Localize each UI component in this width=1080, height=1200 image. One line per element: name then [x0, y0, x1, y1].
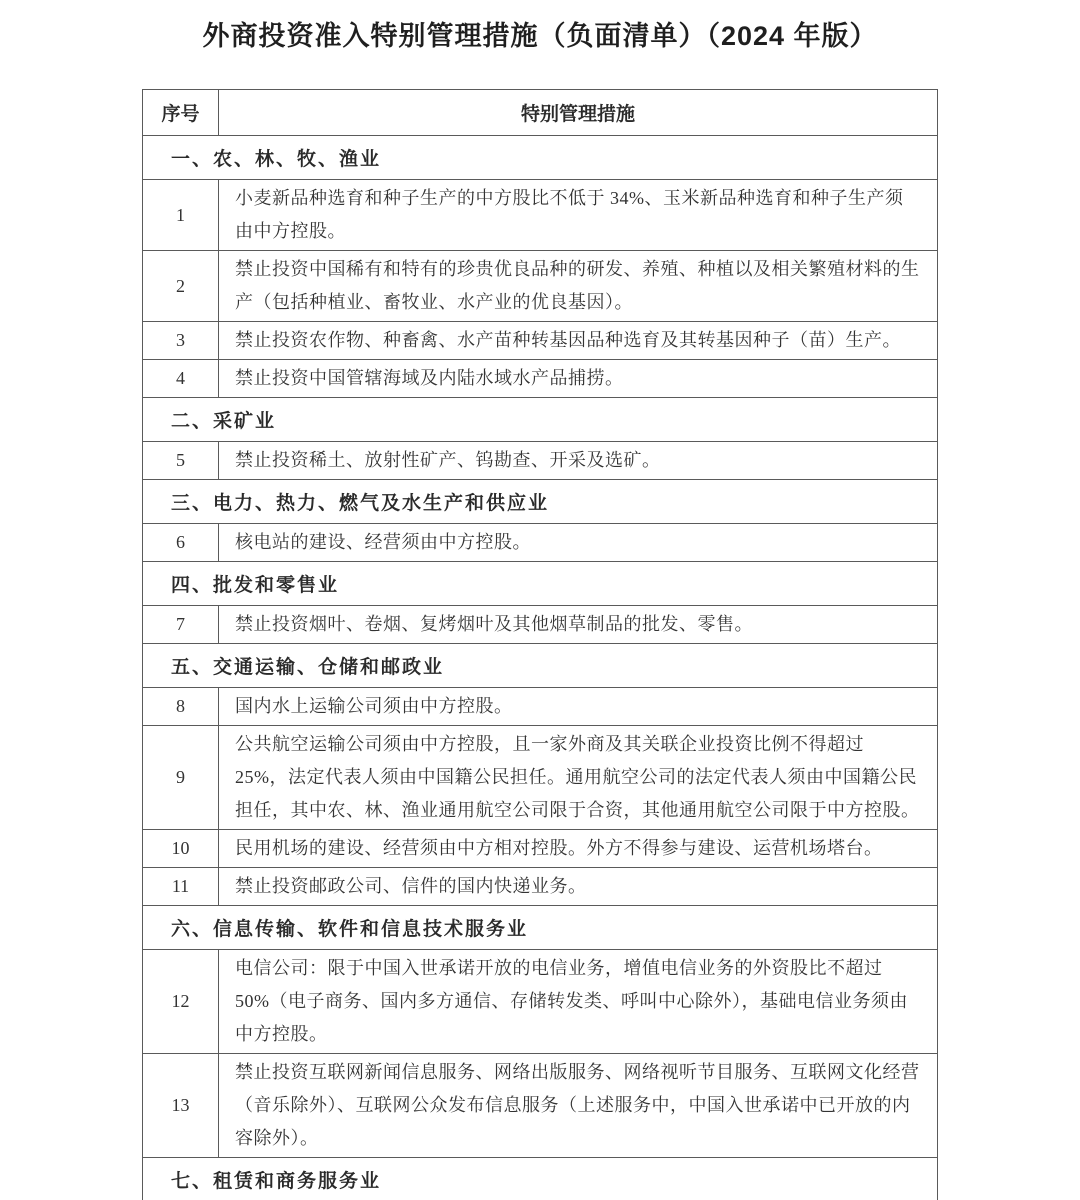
row-index: 1 [143, 180, 219, 251]
section-title: 二、采矿业 [143, 398, 938, 442]
table-row [143, 726, 938, 830]
section-row [143, 644, 938, 688]
table-row [143, 360, 938, 398]
section-row [143, 906, 938, 950]
measures-table-body [143, 136, 938, 1200]
table-row [143, 524, 938, 562]
section-row [143, 1158, 938, 1200]
row-index: 8 [143, 688, 219, 726]
row-index: 2 [143, 251, 219, 322]
row-measure-text: 禁止投资稀土、放射性矿产、钨勘查、开采及选矿。 [219, 442, 938, 480]
row-index: 4 [143, 360, 219, 398]
page-title: 外商投资准入特别管理措施（负面清单）（2024 年版） [202, 21, 878, 51]
header-index-cell: 序号 [143, 90, 219, 136]
section-title: 三、电力、热力、燃气及水生产和供应业 [143, 480, 938, 524]
section-title: 五、交通运输、仓储和邮政业 [143, 644, 938, 688]
section-title: 四、批发和零售业 [143, 562, 938, 606]
row-measure-text: 国内水上运输公司须由中方控股。 [219, 688, 938, 726]
row-index: 13 [143, 1054, 219, 1158]
row-index: 11 [143, 868, 219, 906]
row-measure-text: 核电站的建设、经营须由中方控股。 [219, 524, 938, 562]
table-row [143, 442, 938, 480]
row-measure-text: 禁止投资中国管辖海域及内陆水域水产品捕捞。 [219, 360, 938, 398]
header-row [143, 90, 938, 136]
row-measure-text: 禁止投资邮政公司、信件的国内快递业务。 [219, 868, 938, 906]
section-title: 七、租赁和商务服务业 [143, 1158, 938, 1200]
row-index: 5 [143, 442, 219, 480]
row-measure-text: 电信公司：限于中国入世承诺开放的电信业务，增值电信业务的外资股比不超过 50%（电子商务、国内多方通信、存储转发类、呼叫中心除外），基础电信业务须由中方控股。 [219, 950, 938, 1054]
table-row [143, 950, 938, 1054]
section-row [143, 136, 938, 180]
row-measure-text: 民用机场的建设、经营须由中方相对控股。外方不得参与建设、运营机场塔台。 [219, 830, 938, 868]
row-index: 3 [143, 322, 219, 360]
measures-table-head [143, 90, 938, 136]
header-measure-cell: 特别管理措施 [219, 90, 938, 136]
section-row [143, 398, 938, 442]
row-index: 9 [143, 726, 219, 830]
row-measure-text: 小麦新品种选育和种子生产的中方股比不低于 34%、玉米新品种选育和种子生产须由中方控股。 [219, 180, 938, 251]
section-row [143, 562, 938, 606]
row-index: 12 [143, 950, 219, 1054]
table-row [143, 1054, 938, 1158]
table-row [143, 322, 938, 360]
section-row [143, 480, 938, 524]
row-measure-text: 禁止投资互联网新闻信息服务、网络出版服务、网络视听节目服务、互联网文化经营（音乐除外）、互联网公众发布信息服务（上述服务中，中国入世承诺中已开放的内容除外）。 [219, 1054, 938, 1158]
table-row [143, 868, 938, 906]
table-row [143, 688, 938, 726]
table-row [143, 606, 938, 644]
table-row [143, 251, 938, 322]
row-measure-text: 禁止投资中国稀有和特有的珍贵优良品种的研发、养殖、种植以及相关繁殖材料的生产（包括种植业、畜牧业、水产业的优良基因）。 [219, 251, 938, 322]
row-measure-text: 公共航空运输公司须由中方控股，且一家外商及其关联企业投资比例不得超过 25%，法定代表人须由中国籍公民担任。通用航空公司的法定代表人须由中国籍公民担任，其中农、林、渔业通用航空公司限于合资，其他通用航空公司限于中方控股。 [219, 726, 938, 830]
section-title: 六、信息传输、软件和信息技术服务业 [143, 906, 938, 950]
section-title: 一、农、林、牧、渔业 [143, 136, 938, 180]
table-row [143, 830, 938, 868]
row-measure-text: 禁止投资农作物、种畜禽、水产苗种转基因品种选育及其转基因种子（苗）生产。 [219, 322, 938, 360]
measures-table [142, 89, 938, 1200]
row-measure-text: 禁止投资烟叶、卷烟、复烤烟叶及其他烟草制品的批发、零售。 [219, 606, 938, 644]
row-index: 7 [143, 606, 219, 644]
row-index: 6 [143, 524, 219, 562]
table-row [143, 180, 938, 251]
row-index: 10 [143, 830, 219, 868]
